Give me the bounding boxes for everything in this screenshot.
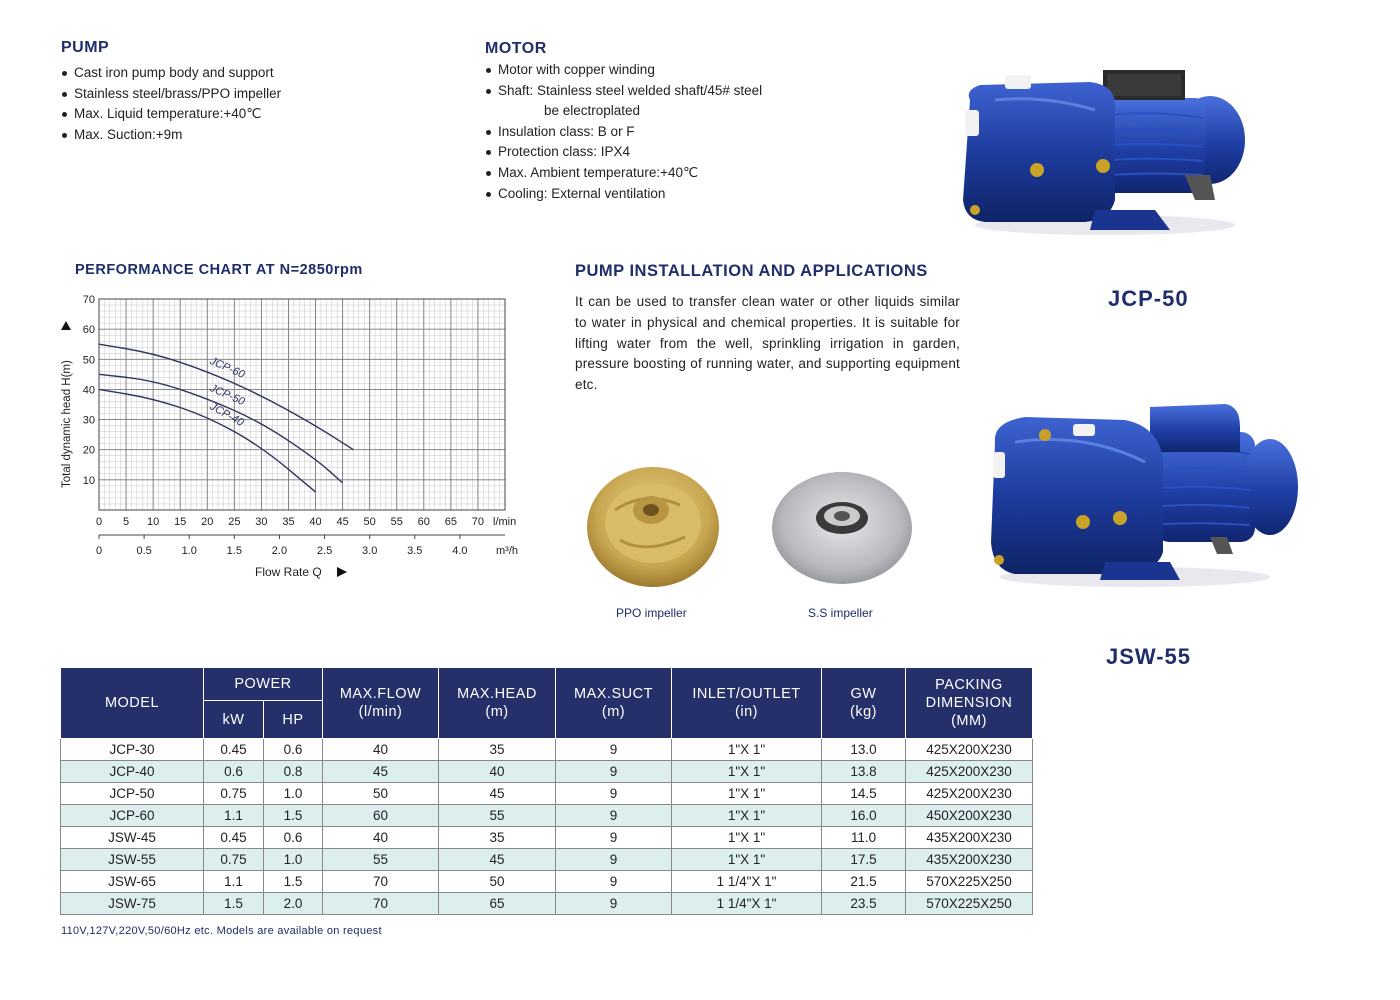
table-cell: 11.0 bbox=[822, 827, 906, 849]
header-gw-unit: (kg) bbox=[850, 704, 877, 720]
curve-label: JCP-60 bbox=[208, 355, 247, 382]
x-tick-label: 5 bbox=[123, 516, 130, 528]
table-cell: 1"X 1" bbox=[672, 761, 822, 783]
table-cell: 70 bbox=[323, 871, 439, 893]
jcp-50-pump-image bbox=[955, 60, 1255, 240]
chart-x2-unit: m³/h bbox=[496, 545, 518, 557]
table-cell: 9 bbox=[556, 871, 672, 893]
header-max-head-label: MAX.HEAD bbox=[457, 686, 537, 702]
motor-feature-item bbox=[485, 81, 905, 122]
motor-feature-item: Max. Ambient temperature:+40℃ bbox=[485, 163, 905, 184]
x2-tick-label: 4.0 bbox=[452, 545, 468, 557]
table-cell: 1.5 bbox=[264, 805, 323, 827]
header-max-flow-label: MAX.FLOW bbox=[339, 686, 422, 702]
y-tick-label: 50 bbox=[82, 354, 95, 367]
curve-label: JCP-50 bbox=[208, 382, 247, 409]
jsw-55-pump-image bbox=[985, 392, 1305, 592]
performance-chart bbox=[40, 288, 540, 588]
table-cell: 1"X 1" bbox=[672, 849, 822, 871]
table-cell: 9 bbox=[556, 827, 672, 849]
y-axis-arrow-icon bbox=[61, 321, 71, 330]
header-max-suct-unit: (m) bbox=[601, 704, 626, 720]
x2-tick-label: 3.5 bbox=[407, 545, 423, 557]
header-max-suct bbox=[556, 668, 672, 739]
table-cell: 9 bbox=[556, 739, 672, 761]
chart-grid-major bbox=[99, 299, 505, 510]
table-cell: 425X200X230 bbox=[906, 783, 1033, 805]
table-cell: 435X200X230 bbox=[906, 827, 1033, 849]
table-cell: JCP-50 bbox=[61, 783, 204, 805]
table-cell: JCP-30 bbox=[61, 739, 204, 761]
table-row bbox=[61, 739, 1033, 761]
chart-x-axis-label: Flow Rate Q bbox=[255, 565, 322, 579]
y-tick-label: 10 bbox=[82, 474, 95, 487]
table-row bbox=[61, 783, 1033, 805]
table-cell: 570X225X250 bbox=[906, 893, 1033, 915]
header-inlet-outlet-label: INLET/OUTLET bbox=[692, 686, 801, 702]
x-tick-label: 20 bbox=[201, 516, 214, 528]
table-row bbox=[61, 849, 1033, 871]
ss-impeller-image bbox=[770, 470, 915, 595]
pump-section-title: PUMP bbox=[61, 39, 110, 56]
table-cell: 1.5 bbox=[264, 871, 323, 893]
header-gw-label: GW bbox=[850, 686, 877, 702]
pump-feature-item: Cast iron pump body and support bbox=[61, 63, 421, 84]
table-cell: JSW-65 bbox=[61, 871, 204, 893]
motor-feature-list bbox=[485, 60, 905, 204]
table-cell: 1.0 bbox=[264, 783, 323, 805]
installation-description: It can be used to transfer clean water or other liquids similar to water in physical and chemical properties. It is suitable for lifting water from the well, sprinkling irrigation in garden, pressure boosting of running water, and supporting equipment etc. bbox=[575, 294, 960, 393]
table-cell: 9 bbox=[556, 893, 672, 915]
table-row bbox=[61, 893, 1033, 915]
table-cell: 70 bbox=[323, 893, 439, 915]
header-packing-line1: PACKING bbox=[935, 677, 1003, 693]
header-model: MODEL bbox=[61, 668, 204, 739]
header-max-flow bbox=[323, 668, 439, 739]
table-cell: 0.75 bbox=[204, 849, 264, 871]
table-cell: 50 bbox=[439, 871, 556, 893]
header-hp: HP bbox=[264, 701, 323, 739]
x2-tick-label: 1.5 bbox=[226, 545, 242, 557]
header-packing-line2: DIMENSION bbox=[925, 695, 1013, 711]
chart-grid-minor bbox=[99, 299, 505, 510]
table-cell: JSW-45 bbox=[61, 827, 204, 849]
table-cell: JCP-40 bbox=[61, 761, 204, 783]
table-row bbox=[61, 805, 1033, 827]
table-cell: 2.0 bbox=[264, 893, 323, 915]
table-cell: 55 bbox=[323, 849, 439, 871]
table-cell: 1"X 1" bbox=[672, 783, 822, 805]
table-cell: 425X200X230 bbox=[906, 739, 1033, 761]
chart-x-unit: l/min bbox=[493, 516, 517, 528]
table-cell: 570X225X250 bbox=[906, 871, 1033, 893]
table-cell: 0.75 bbox=[204, 783, 264, 805]
header-inlet-outlet bbox=[672, 668, 822, 739]
table-cell: 0.45 bbox=[204, 739, 264, 761]
voltage-availability-note: 110V,127V,220V,50/60Hz etc. Models are available on request bbox=[61, 925, 382, 937]
header-inlet-outlet-unit: (in) bbox=[735, 704, 758, 720]
chart-plot-border bbox=[99, 299, 505, 510]
table-cell: 40 bbox=[323, 827, 439, 849]
x-tick-label: 50 bbox=[363, 516, 376, 528]
table-cell: 14.5 bbox=[822, 783, 906, 805]
curve-label: JCP-40 bbox=[207, 400, 246, 430]
table-cell: 21.5 bbox=[822, 871, 906, 893]
ppo-impeller-caption: PPO impeller bbox=[616, 606, 687, 620]
y-tick-label: 60 bbox=[82, 324, 95, 337]
table-row bbox=[61, 827, 1033, 849]
table-cell: 1.5 bbox=[204, 893, 264, 915]
table-cell: 9 bbox=[556, 783, 672, 805]
table-cell: 1.1 bbox=[204, 871, 264, 893]
header-packing-line3: (MM) bbox=[951, 713, 987, 729]
x2-tick-label: 1.0 bbox=[181, 545, 197, 557]
x-tick-label: 65 bbox=[444, 516, 457, 528]
x-tick-label: 15 bbox=[174, 516, 187, 528]
pump-feature-item: Stainless steel/brass/PPO impeller bbox=[61, 84, 421, 105]
x2-tick-label: 2.5 bbox=[316, 545, 333, 557]
x-tick-label: 45 bbox=[336, 516, 349, 528]
table-cell: 45 bbox=[439, 849, 556, 871]
motor-section-title: MOTOR bbox=[485, 40, 547, 57]
table-cell: 1"X 1" bbox=[672, 827, 822, 849]
table-cell: 0.8 bbox=[264, 761, 323, 783]
table-cell: 1 1/4"X 1" bbox=[672, 893, 822, 915]
x-tick-label: 55 bbox=[390, 516, 403, 528]
x-tick-label: 10 bbox=[147, 516, 160, 528]
x-tick-label: 25 bbox=[228, 516, 241, 528]
table-cell: 1"X 1" bbox=[672, 739, 822, 761]
table-cell: 55 bbox=[439, 805, 556, 827]
table-cell: 0.6 bbox=[264, 827, 323, 849]
table-cell: JSW-55 bbox=[61, 849, 204, 871]
y-tick-label: 40 bbox=[82, 384, 95, 397]
table-cell: 35 bbox=[439, 739, 556, 761]
installation-title: PUMP INSTALLATION AND APPLICATIONS bbox=[575, 262, 928, 280]
x-tick-label: 60 bbox=[417, 516, 430, 528]
y-tick-label: 20 bbox=[82, 444, 95, 457]
header-gw bbox=[822, 668, 906, 739]
table-cell: 1.1 bbox=[204, 805, 264, 827]
header-max-suct-label: MAX.SUCT bbox=[574, 686, 653, 702]
table-cell: 40 bbox=[439, 761, 556, 783]
header-packing-dimension bbox=[906, 668, 1033, 739]
table-cell: 40 bbox=[323, 739, 439, 761]
x2-tick-label: 0.5 bbox=[136, 545, 152, 557]
table-cell: 1 1/4"X 1" bbox=[672, 871, 822, 893]
motor-shaft-text: Shaft: Stainless steel welded shaft/45# steel bbox=[498, 82, 763, 98]
performance-chart-title: PERFORMANCE CHART AT N=2850rpm bbox=[75, 262, 363, 278]
table-cell: 45 bbox=[439, 783, 556, 805]
pump-feature-item: Max. Suction:+9m bbox=[61, 125, 421, 146]
table-cell: 17.5 bbox=[822, 849, 906, 871]
table-cell: 435X200X230 bbox=[906, 849, 1033, 871]
x2-tick-label: 0 bbox=[95, 545, 103, 557]
table-cell: 1.0 bbox=[264, 849, 323, 871]
motor-feature-item: Insulation class: B or F bbox=[485, 122, 905, 143]
specification-table bbox=[60, 667, 1033, 915]
header-kw: kW bbox=[204, 701, 264, 739]
table-cell: 60 bbox=[323, 805, 439, 827]
table-cell: 23.5 bbox=[822, 893, 906, 915]
table-cell: 450X200X230 bbox=[906, 805, 1033, 827]
x-tick-label: 0 bbox=[95, 516, 103, 528]
x-tick-label: 35 bbox=[282, 516, 295, 528]
pump-feature-list bbox=[61, 63, 421, 145]
pump-feature-item: Max. Liquid temperature:+40℃ bbox=[61, 104, 421, 125]
table-cell: 13.8 bbox=[822, 761, 906, 783]
table-cell: 425X200X230 bbox=[906, 761, 1033, 783]
table-cell: 9 bbox=[556, 849, 672, 871]
ppo-impeller-image bbox=[585, 465, 725, 595]
table-cell: 65 bbox=[439, 893, 556, 915]
chart-curve-labels bbox=[207, 355, 247, 430]
chart-y-axis-label: Total dynamic head H(m) bbox=[61, 360, 73, 488]
table-cell: 50 bbox=[323, 783, 439, 805]
table-cell: JSW-75 bbox=[61, 893, 204, 915]
x-tick-label: 70 bbox=[471, 516, 485, 528]
table-cell: 35 bbox=[439, 827, 556, 849]
x-tick-label: 40 bbox=[309, 516, 322, 528]
table-cell: 45 bbox=[323, 761, 439, 783]
table-cell: JCP-60 bbox=[61, 805, 204, 827]
x-tick-label: 30 bbox=[255, 516, 268, 528]
y-tick-label: 70 bbox=[82, 294, 95, 306]
table-cell: 16.0 bbox=[822, 805, 906, 827]
table-cell: 0.6 bbox=[204, 761, 264, 783]
motor-feature-item: Motor with copper winding bbox=[485, 60, 905, 81]
table-cell: 13.0 bbox=[822, 739, 906, 761]
model-label-jsw-55: JSW-55 bbox=[1106, 644, 1192, 669]
table-row bbox=[61, 871, 1033, 893]
header-max-flow-unit: (l/min) bbox=[358, 704, 403, 720]
ss-impeller-caption: S.S impeller bbox=[808, 606, 873, 620]
table-cell: 1"X 1" bbox=[672, 805, 822, 827]
motor-feature-item: Cooling: External ventilation bbox=[485, 184, 905, 205]
table-cell: 9 bbox=[556, 805, 672, 827]
header-power: POWER bbox=[204, 668, 323, 701]
motor-shaft-continuation: be electroplated bbox=[544, 103, 641, 119]
table-row bbox=[61, 761, 1033, 783]
x2-tick-label: 2.0 bbox=[271, 545, 288, 557]
model-label-jcp-50: JCP-50 bbox=[1108, 286, 1189, 311]
table-cell: 0.45 bbox=[204, 827, 264, 849]
x-axis-arrow-icon bbox=[337, 567, 347, 577]
motor-feature-item: Protection class: IPX4 bbox=[485, 142, 905, 163]
x2-tick-label: 3.0 bbox=[362, 545, 378, 557]
table-cell: 0.6 bbox=[264, 739, 323, 761]
specification-table-body bbox=[61, 739, 1033, 915]
y-tick-label: 30 bbox=[82, 414, 95, 427]
header-max-head-unit: (m) bbox=[485, 704, 509, 720]
header-max-head bbox=[439, 668, 556, 739]
table-cell: 9 bbox=[556, 761, 672, 783]
